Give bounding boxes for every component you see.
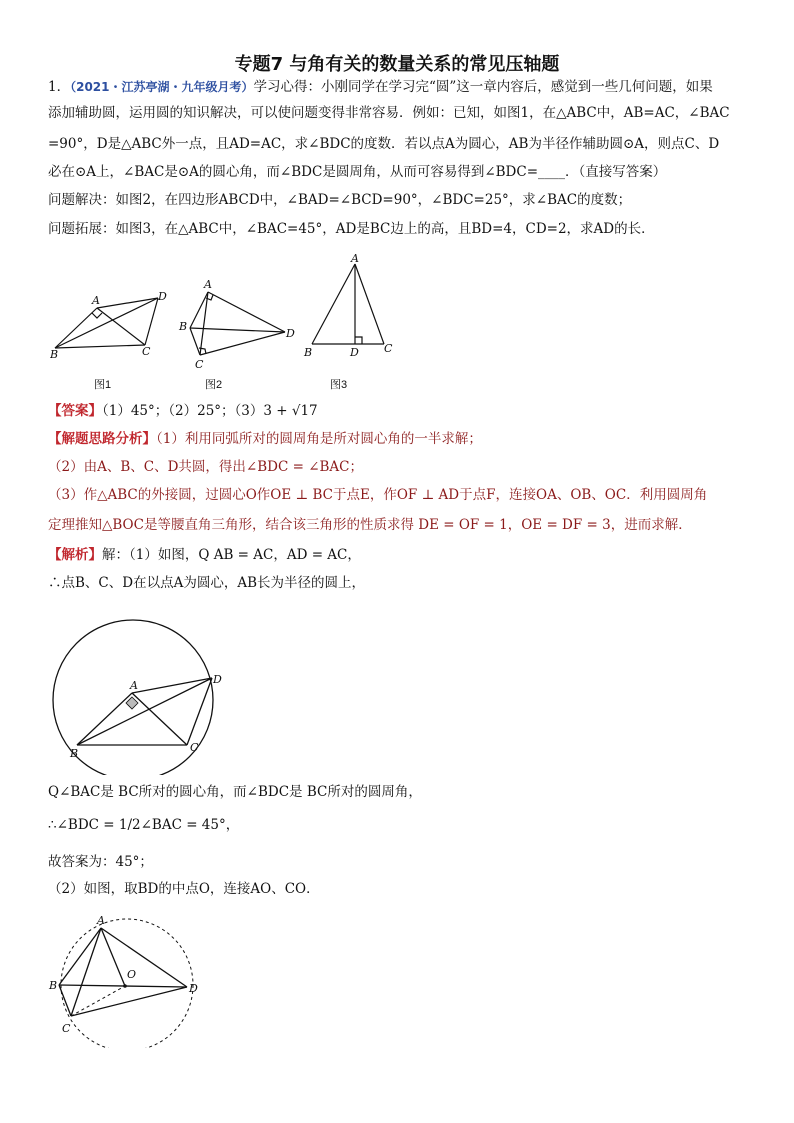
solution-tag: 【解析】: [48, 547, 102, 563]
fig1-label-d: D: [158, 290, 167, 303]
fig2-label-d: D: [286, 327, 295, 340]
fig5-label-c: C: [62, 1022, 71, 1035]
fig2-label-b: B: [179, 320, 188, 333]
problem-line-6: 问题拓展：如图3，在△ABC中，∠BAC=45°，AD是BC边上的高，且BD=4，CD=2，求AD的长．: [48, 221, 655, 237]
answer-tag: 【答案】: [48, 403, 102, 419]
fig3-label-c: C: [384, 342, 393, 355]
problem-line-4: 必在⊙A上，∠BAC是⊙A的圆心角，而∠BDC是圆周角，从而可容易得到∠BDC=____．（直接写答案）: [48, 164, 667, 180]
problem-number: 1．: [48, 79, 71, 95]
solution-line-4: ∴∠BDC = 1/2∠BAC = 45°，: [48, 817, 240, 833]
page-title: 专题7 与角有关的数量关系的常见压轴题: [234, 54, 560, 75]
solution-text-1: 解：（1）如图，Q AB = AC，AD = AC，: [102, 547, 361, 563]
fig3-label-b: B: [304, 346, 313, 359]
analysis-line-1: [48, 430, 758, 448]
fig4-label-c: C: [190, 741, 199, 754]
analysis-line-2: （2）由A、B、C、D共圆，得出∠BDC = ∠BAC；: [48, 459, 364, 475]
fig1-label-c: C: [142, 345, 151, 358]
solution-line-3: Q∠BAC是 BC所对的圆心角，而∠BDC是 BC所对的圆周角，: [48, 784, 422, 800]
fig2-label-c: C: [195, 358, 204, 370]
analysis-line-4: 定理推知△BOC是等腰直角三角形，结合该三角形的性质求得 DE = OF = 1，OE = DF = 3，进而求解．: [48, 517, 692, 533]
fig5-label-a: A: [97, 914, 105, 927]
analysis-text-1: （1）利用同弧所对的圆周角是所对圆心角的一半求解；: [156, 431, 482, 447]
fig1-label-b: B: [50, 348, 59, 361]
problem-source: （2021・江苏亭湖・九年级月考）: [70, 80, 254, 94]
fig2-label-a: A: [204, 280, 212, 291]
fig4-label-a: A: [130, 679, 138, 692]
answer-line: [48, 402, 758, 420]
answer-text: （1）45°；（2）25°；（3）3 + √17: [102, 403, 318, 419]
fig5-label-d: D: [189, 982, 198, 995]
analysis-tag: 【解题思路分析】: [48, 431, 156, 447]
problem-text-1: 学习心得：小刚同学在学习完“圆”这一章内容后，感觉到一些几何问题，如果: [253, 79, 713, 95]
problem-line-2: 添加辅助圆，运用圆的知识解决，可以使问题变得非常容易．例如：已知，如图1，在△ABC中，AB=AC，∠BAC: [48, 105, 730, 121]
figure-5: [45, 908, 215, 1048]
fig5-label-o: O: [127, 968, 137, 981]
analysis-line-3: （3）作△ABC的外接圆，过圆心O作OE ⊥ BC于点E，作OF ⊥ AD于点F，连接OA、OB、OC．利用圆周角: [48, 487, 708, 503]
solution-line-1: [48, 546, 758, 564]
fig4-label-d: D: [213, 673, 222, 686]
fig5-label-b: B: [49, 979, 58, 992]
solution-line-2: ∴点B、C、D在以点A为圆心，AB长为半径的圆上，: [48, 575, 365, 591]
solution-line-6: （2）如图，取BD的中点O，连接AO、CO．: [48, 881, 320, 897]
fig3-label-d: D: [350, 346, 359, 359]
figure-2: [175, 280, 300, 370]
fig3-label-a: A: [351, 252, 359, 265]
figure-3: [300, 252, 395, 364]
figure-4: [50, 605, 250, 775]
fig3-caption: 图3: [330, 379, 348, 391]
problem-line-3: =90°，D是△ABC外一点，且AD=AC，求∠BDC的度数．若以点A为圆心，AB为半径作辅助圆⊙A，则点C、D: [48, 136, 720, 152]
fig4-label-b: B: [70, 747, 79, 760]
solution-line-5: 故答案为：45°；: [48, 854, 153, 870]
fig2-caption: 图2: [205, 379, 223, 391]
problem-line-5: 问题解决：如图2，在四边形ABCD中，∠BAD=∠BCD=90°，∠BDC=25°，求∠BAC的度数；: [48, 192, 632, 208]
figure-1: [50, 288, 170, 363]
fig1-caption: 图1: [94, 379, 112, 391]
fig1-label-a: A: [92, 294, 100, 307]
problem-line-1: [48, 78, 758, 96]
